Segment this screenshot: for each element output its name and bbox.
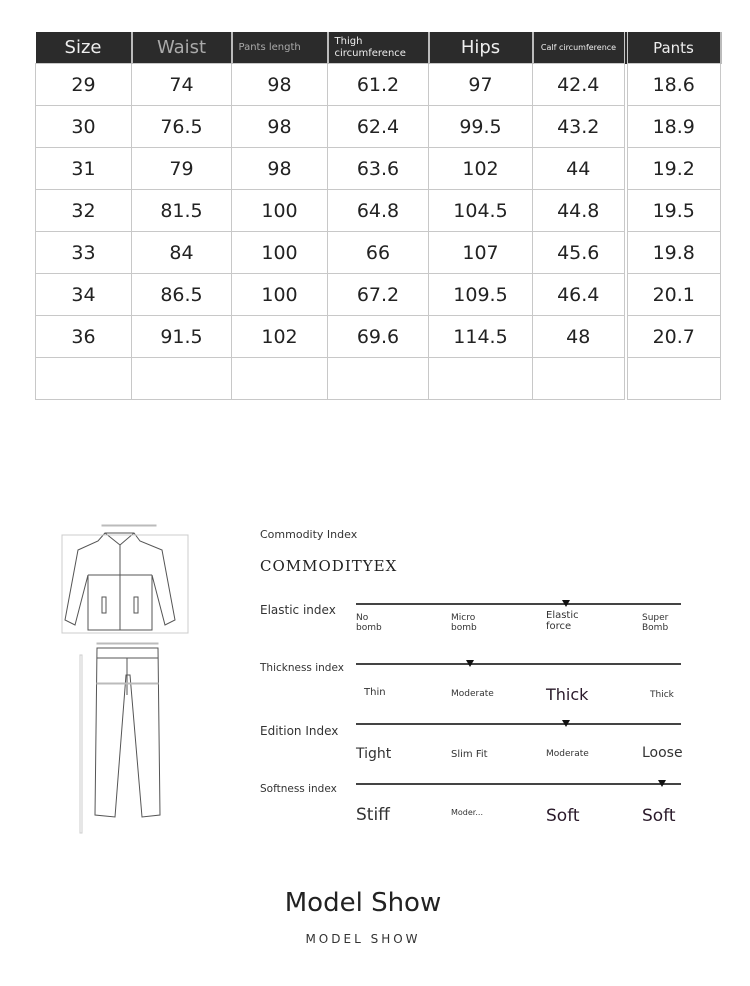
table-cell: 34	[36, 274, 132, 316]
header-pants: Pants	[626, 32, 721, 64]
index-scale-line	[356, 723, 681, 725]
index-label: Edition Index	[260, 724, 339, 738]
table-cell	[132, 358, 232, 400]
table-row	[36, 190, 721, 232]
header-thigh: Thigh circumference	[328, 32, 429, 64]
table-cell: 63.6	[328, 148, 429, 190]
table-cell	[232, 358, 328, 400]
index-option: No bomb	[356, 613, 382, 633]
table-cell: 114.5	[429, 316, 533, 358]
index-option: Super Bomb	[642, 613, 669, 633]
index-option: Slim Fit	[451, 749, 488, 760]
table-row	[36, 148, 721, 190]
index-label: Softness index	[260, 783, 337, 795]
table-row	[36, 316, 721, 358]
table-cell: 98	[232, 106, 328, 148]
header-pants-length: Pants length	[232, 32, 328, 64]
commodity-index-title: Commodity Index	[260, 528, 358, 541]
index-option: Stiff	[356, 805, 390, 825]
table-cell: 61.2	[328, 64, 429, 106]
table-cell: 32	[36, 190, 132, 232]
index-marker-icon	[658, 780, 666, 787]
index-scale-line	[356, 783, 681, 785]
table-cell: 74	[132, 64, 232, 106]
index-option: Moder...	[451, 808, 483, 817]
table-cell: 36	[36, 316, 132, 358]
index-option: Moderate	[451, 689, 494, 699]
table-cell: 104.5	[429, 190, 533, 232]
table-cell: 44	[533, 148, 626, 190]
table-cell: 79	[132, 148, 232, 190]
table-cell: 20.7	[626, 316, 721, 358]
table-cell	[36, 358, 132, 400]
pants-drawing	[80, 643, 160, 833]
table-cell: 64.8	[328, 190, 429, 232]
garment-measurement-diagram	[60, 515, 200, 845]
table-cell: 69.6	[328, 316, 429, 358]
index-scale-line	[356, 603, 681, 605]
header-hips: Hips	[429, 32, 533, 64]
table-cell: 84	[132, 232, 232, 274]
index-marker-icon	[562, 600, 570, 607]
index-option: Thick	[546, 685, 589, 704]
table-row	[36, 358, 721, 400]
table-cell: 18.6	[626, 64, 721, 106]
table-row	[36, 64, 721, 106]
table-row	[36, 106, 721, 148]
table-cell: 20.1	[626, 274, 721, 316]
table-cell: 100	[232, 232, 328, 274]
table-cell	[429, 358, 533, 400]
index-option: Thin	[364, 687, 386, 698]
table-cell	[533, 358, 626, 400]
table-cell: 29	[36, 64, 132, 106]
index-option: Micro bomb	[451, 613, 477, 633]
commodity-brand: COMMODITYEX	[260, 557, 398, 575]
index-scale-line	[356, 663, 681, 665]
index-marker-icon	[562, 720, 570, 727]
table-cell: 109.5	[429, 274, 533, 316]
table-cell: 100	[232, 190, 328, 232]
index-option: Tight	[356, 746, 392, 762]
table-cell: 19.5	[626, 190, 721, 232]
table-cell	[328, 358, 429, 400]
index-label: Thickness index	[260, 662, 344, 674]
index-option: Loose	[642, 745, 683, 761]
index-option: Soft	[546, 806, 580, 826]
model-show-subtitle: MODEL SHOW	[305, 932, 421, 946]
table-cell: 67.2	[328, 274, 429, 316]
table-cell: 31	[36, 148, 132, 190]
table-row	[36, 232, 721, 274]
table-cell: 97	[429, 64, 533, 106]
table-cell: 81.5	[132, 190, 232, 232]
jacket-drawing	[62, 525, 188, 633]
table-cell: 43.2	[533, 106, 626, 148]
size-chart-table	[35, 32, 722, 400]
table-cell: 33	[36, 232, 132, 274]
table-cell: 98	[232, 148, 328, 190]
table-row	[36, 274, 721, 316]
table-cell: 99.5	[429, 106, 533, 148]
table-cell: 76.5	[132, 106, 232, 148]
table-cell: 42.4	[533, 64, 626, 106]
index-marker-icon	[466, 660, 474, 667]
table-cell: 107	[429, 232, 533, 274]
index-option: Soft	[642, 806, 676, 826]
table-cell: 48	[533, 316, 626, 358]
table-cell: 91.5	[132, 316, 232, 358]
table-cell: 86.5	[132, 274, 232, 316]
table-cell: 66	[328, 232, 429, 274]
header-waist: Waist	[132, 32, 232, 64]
table-cell: 19.2	[626, 148, 721, 190]
table-cell: 45.6	[533, 232, 626, 274]
table-cell: 100	[232, 274, 328, 316]
model-show-title: Model Show	[284, 888, 442, 918]
header-calf: Calf circumference	[533, 32, 626, 64]
table-cell: 18.9	[626, 106, 721, 148]
index-option: Elastic force	[546, 610, 579, 632]
table-cell: 30	[36, 106, 132, 148]
table-cell: 44.8	[533, 190, 626, 232]
index-label: Elastic index	[260, 603, 336, 617]
table-cell: 98	[232, 64, 328, 106]
table-cell: 19.8	[626, 232, 721, 274]
table-cell: 46.4	[533, 274, 626, 316]
table-cell: 102	[429, 148, 533, 190]
table-cell	[626, 358, 721, 400]
header-size: Size	[36, 32, 132, 64]
table-cell: 62.4	[328, 106, 429, 148]
index-option: Thick	[650, 690, 674, 700]
table-cell: 102	[232, 316, 328, 358]
index-option: Moderate	[546, 749, 589, 759]
